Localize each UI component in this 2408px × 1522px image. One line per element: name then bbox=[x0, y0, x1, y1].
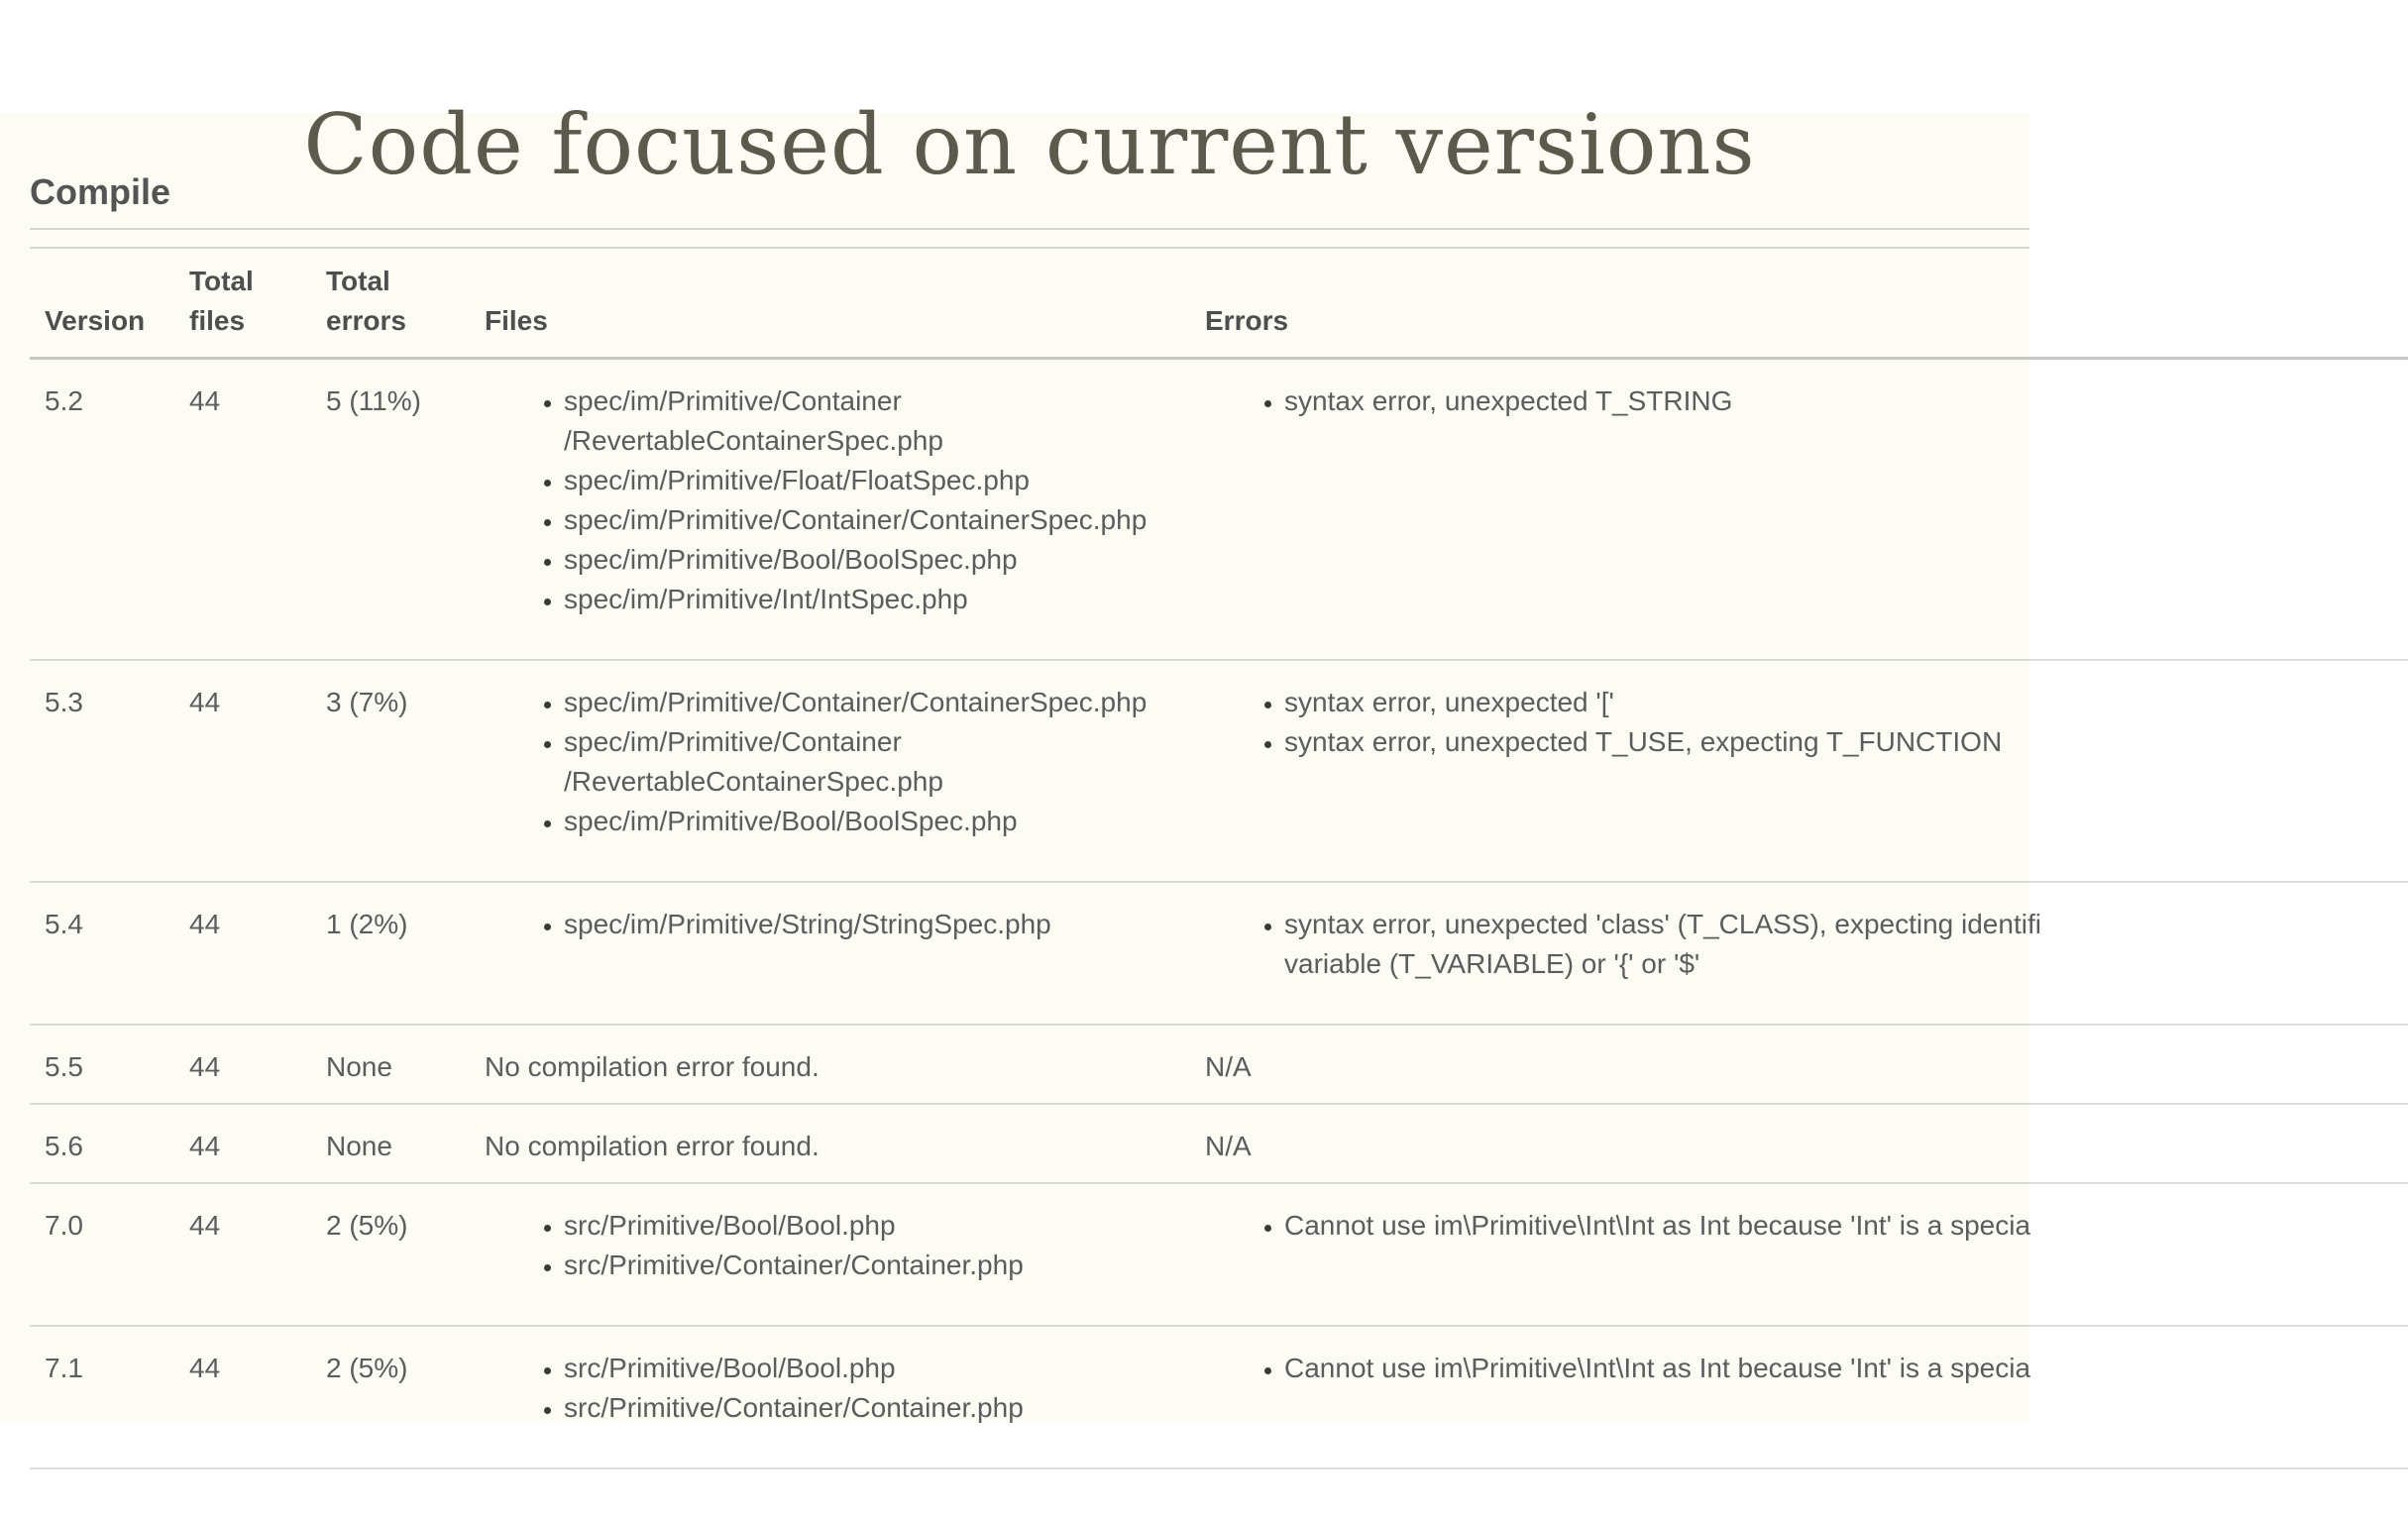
header-version: Version bbox=[30, 248, 174, 359]
file-list-item-text: spec/im/Primitive/Bool/BoolSpec.php bbox=[564, 544, 1018, 575]
file-list-item bbox=[564, 1388, 1190, 1428]
cell-version: 7.0 bbox=[30, 1183, 174, 1326]
file-list-item bbox=[564, 381, 1190, 461]
cell-files: No compilation error found. bbox=[470, 1025, 1190, 1104]
file-list-item bbox=[564, 802, 1190, 841]
compile-table-container bbox=[30, 248, 2041, 1423]
file-list-item-text: spec/im/Primitive/Bool/BoolSpec.php bbox=[564, 806, 1018, 836]
cell-errors-list bbox=[1205, 1206, 2408, 1246]
table-row bbox=[30, 1104, 2408, 1183]
slide-title: Code focused on current versions bbox=[303, 96, 1756, 193]
error-list-item bbox=[1284, 683, 2408, 722]
cell-total-errors: 2 (5%) bbox=[311, 1183, 470, 1326]
cell-total-errors: 1 (2%) bbox=[311, 882, 470, 1025]
error-list-item-text: variable (T_VARIABLE) or '{' or '$' bbox=[1284, 948, 1700, 979]
file-list-item-text: /RevertableContainerSpec.php bbox=[564, 766, 943, 797]
error-list-item-text: syntax error, unexpected T_STRING bbox=[1284, 385, 1733, 416]
table-row bbox=[30, 660, 2408, 882]
cell-errors-list bbox=[1205, 683, 2408, 762]
cell-files-list bbox=[485, 381, 1190, 619]
section-heading: Compile bbox=[30, 171, 171, 212]
file-list-item bbox=[564, 580, 1190, 619]
file-list-item-text: spec/im/Primitive/Int/IntSpec.php bbox=[564, 584, 968, 614]
error-list-item bbox=[1284, 722, 2408, 762]
cell-errors-list bbox=[1205, 905, 2408, 984]
cell-total-errors: 5 (11%) bbox=[311, 359, 470, 661]
cell-files bbox=[470, 660, 1190, 882]
cell-version: 7.1 bbox=[30, 1326, 174, 1468]
file-list-item bbox=[564, 540, 1190, 580]
table-header-row bbox=[30, 248, 2408, 359]
file-list-item bbox=[564, 1349, 1190, 1388]
header-errors: Errors bbox=[1190, 248, 2408, 359]
file-list-item-text: spec/im/Primitive/Container/ContainerSpec.php bbox=[564, 687, 1148, 717]
cell-files: No compilation error found. bbox=[470, 1104, 1190, 1183]
cell-version: 5.5 bbox=[30, 1025, 174, 1104]
header-files: Files bbox=[470, 248, 1190, 359]
file-list-item bbox=[564, 1246, 1190, 1285]
file-list-item bbox=[564, 683, 1190, 722]
error-list-item-text: syntax error, unexpected T_USE, expecting T_FUNCTION bbox=[1284, 726, 2003, 757]
error-list-item-text: Cannot use im\Primitive\Int\Int as Int because 'Int' is a specia bbox=[1284, 1353, 2031, 1383]
file-list-item bbox=[564, 461, 1190, 500]
error-list-item bbox=[1284, 1206, 2408, 1246]
cell-errors-list bbox=[1205, 1349, 2408, 1388]
file-list-item-text: spec/im/Primitive/Container bbox=[564, 385, 902, 416]
cell-total-files: 44 bbox=[174, 1326, 311, 1468]
file-list-item-text: spec/im/Primitive/Float/FloatSpec.php bbox=[564, 465, 1030, 495]
error-list-item bbox=[1284, 381, 2408, 421]
cell-total-files: 44 bbox=[174, 359, 311, 661]
file-list-item-text: src/Primitive/Bool/Bool.php bbox=[564, 1353, 896, 1383]
cell-total-errors: 2 (5%) bbox=[311, 1326, 470, 1468]
cell-errors-list bbox=[1205, 381, 2408, 421]
file-list-item-text: src/Primitive/Bool/Bool.php bbox=[564, 1210, 896, 1241]
error-list-item-text: syntax error, unexpected '[' bbox=[1284, 687, 1614, 717]
cell-files bbox=[470, 1326, 1190, 1468]
cell-total-files: 44 bbox=[174, 1104, 311, 1183]
table-row bbox=[30, 1326, 2408, 1468]
cell-version: 5.6 bbox=[30, 1104, 174, 1183]
file-list-item-text: spec/im/Primitive/Container bbox=[564, 726, 902, 757]
cell-errors bbox=[1190, 882, 2408, 1025]
cell-version: 5.2 bbox=[30, 359, 174, 661]
cell-total-errors: None bbox=[311, 1104, 470, 1183]
table-body bbox=[30, 359, 2408, 1469]
cell-files bbox=[470, 1183, 1190, 1326]
file-list-item-text: spec/im/Primitive/Container/ContainerSpec.php bbox=[564, 504, 1148, 535]
file-list-item-text: /RevertableContainerSpec.php bbox=[564, 425, 943, 456]
cell-errors bbox=[1190, 1326, 2408, 1468]
cell-errors: N/A bbox=[1190, 1104, 2408, 1183]
cell-total-files: 44 bbox=[174, 660, 311, 882]
error-list-item-text: syntax error, unexpected 'class' (T_CLASS), expecting identifi bbox=[1284, 909, 2041, 939]
error-list-item bbox=[1284, 1349, 2408, 1388]
compile-table bbox=[30, 248, 2408, 1469]
header-total-files: Total files bbox=[174, 248, 311, 359]
cell-files bbox=[470, 359, 1190, 661]
cell-version: 5.3 bbox=[30, 660, 174, 882]
cell-errors bbox=[1190, 359, 2408, 661]
cell-files bbox=[470, 882, 1190, 1025]
error-list-item-text: Cannot use im\Primitive\Int\Int as Int because 'Int' is a specia bbox=[1284, 1210, 2031, 1241]
file-list-item-text: src/Primitive/Container/Container.php bbox=[564, 1250, 1024, 1280]
cell-files-list bbox=[485, 1206, 1190, 1285]
file-list-item-text: spec/im/Primitive/String/StringSpec.php bbox=[564, 909, 1051, 939]
cell-total-files: 44 bbox=[174, 1025, 311, 1104]
heading-divider-top bbox=[30, 228, 2029, 230]
cell-files-list bbox=[485, 905, 1190, 944]
table-row bbox=[30, 1025, 2408, 1104]
cell-total-errors: None bbox=[311, 1025, 470, 1104]
cell-files-list bbox=[485, 683, 1190, 841]
cell-errors: N/A bbox=[1190, 1025, 2408, 1104]
cell-version: 5.4 bbox=[30, 882, 174, 1025]
table-row bbox=[30, 359, 2408, 661]
cell-errors bbox=[1190, 660, 2408, 882]
table-row bbox=[30, 1183, 2408, 1326]
cell-total-files: 44 bbox=[174, 882, 311, 1025]
file-list-item-text: src/Primitive/Container/Container.php bbox=[564, 1392, 1024, 1423]
cell-total-errors: 3 (7%) bbox=[311, 660, 470, 882]
file-list-item bbox=[564, 722, 1190, 802]
file-list-item bbox=[564, 905, 1190, 944]
table-row bbox=[30, 882, 2408, 1025]
cell-files-list bbox=[485, 1349, 1190, 1428]
cell-errors bbox=[1190, 1183, 2408, 1326]
file-list-item bbox=[564, 1206, 1190, 1246]
cell-total-files: 44 bbox=[174, 1183, 311, 1326]
error-list-item bbox=[1284, 905, 2408, 984]
file-list-item bbox=[564, 500, 1190, 540]
header-total-errors: Total errors bbox=[311, 248, 470, 359]
